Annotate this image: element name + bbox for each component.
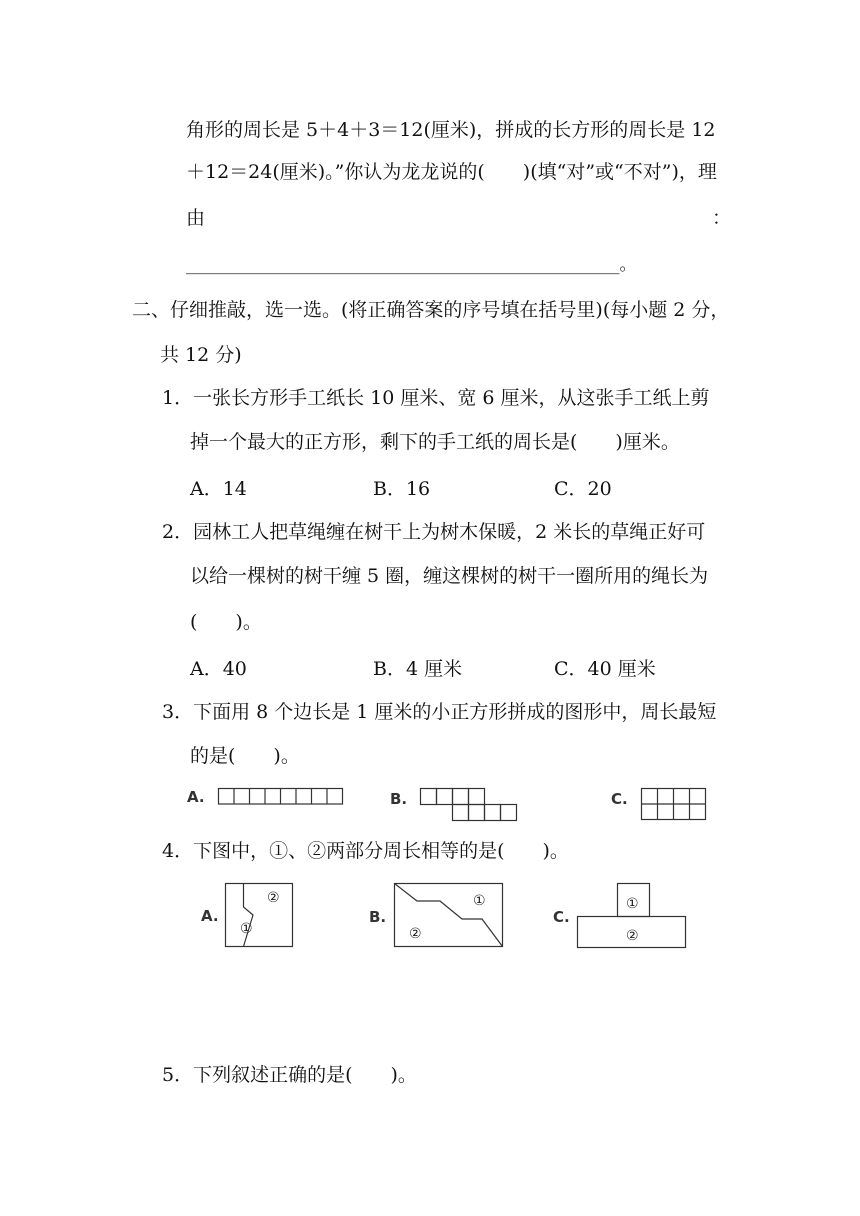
- prev-line-1: 角形的周长是 5＋4＋3＝12(厘米)，拼成的长方形的周长是 12: [186, 119, 716, 141]
- q4-figure-a-label[interactable]: A.: [201, 907, 219, 925]
- q4-figure-a: [225, 883, 300, 949]
- q4-b-region-2: ②: [409, 926, 422, 942]
- q4-figure-b-label[interactable]: B.: [369, 908, 387, 926]
- q3-figure-b: [420, 788, 520, 824]
- q3-figure-c: [641, 788, 711, 824]
- prev-line-3-reason: 由: [186, 207, 206, 229]
- q1-line-2: 掉一个最大的正方形，剩下的手工纸的周长是( )厘米。: [190, 431, 680, 453]
- q4-line-1: 4．下图中，①、②两部分周长相等的是( )。: [162, 840, 569, 862]
- q3-line-1: 3．下面用 8 个边长是 1 厘米的小正方形拼成的图形中，周长最短: [162, 701, 717, 723]
- q4-b-region-1: ①: [473, 893, 486, 909]
- q1-line-1: 1．一张长方形手工纸长 10 厘米、宽 6 厘米，从这张手工纸上剪: [162, 387, 710, 409]
- q2-line-1: 2．园林工人把草绳缠在树干上为树木保暖，2 米长的草绳正好可: [162, 521, 706, 543]
- q4-figure-b: [394, 883, 506, 949]
- q4-a-region-2: ②: [267, 890, 280, 906]
- q3-figure-c-label[interactable]: C.: [611, 790, 628, 808]
- section-title: 二、仔细推敲，选一选。(将正确答案的序号填在括号里)(每小题 2 分，: [132, 299, 730, 321]
- q2-line-2: 以给一棵树的树干缠 5 圈，缠这棵树的树干一圈所用的绳长为: [190, 565, 709, 587]
- q5-line-1: 5．下列叙述正确的是( )。: [162, 1064, 417, 1086]
- q2-options: [190, 656, 750, 682]
- q1-options: [190, 476, 750, 502]
- prev-line-2: ＋12＝24(厘米)。”你认为龙龙说的( )(填“对”或“不对”)，理: [186, 161, 717, 183]
- q2-option-a[interactable]: A．40: [190, 658, 247, 680]
- q4-c-region-2: ②: [626, 928, 639, 944]
- q4-a-region-1: ①: [240, 921, 253, 937]
- q2-option-c[interactable]: C．40 厘米: [554, 658, 656, 680]
- q3-figure-a-label[interactable]: A.: [187, 788, 205, 806]
- prev-line-3-colon: ：: [712, 207, 732, 229]
- prev-answer-blank[interactable]: ___________________________________________________。: [186, 255, 637, 275]
- q4-figure-c: [577, 883, 689, 949]
- q3-figure-a: [218, 788, 348, 808]
- q4-figure-c-label[interactable]: C.: [553, 908, 570, 926]
- q1-option-b[interactable]: B．16: [373, 478, 431, 500]
- q2-option-b[interactable]: B．4 厘米: [373, 658, 463, 680]
- q4-c-region-1: ①: [626, 896, 639, 912]
- q1-option-c[interactable]: C．20: [554, 478, 612, 500]
- q2-line-3: ( )。: [190, 611, 262, 633]
- q3-line-2: 的是( )。: [190, 745, 300, 767]
- section-title-cont: 共 12 分): [160, 344, 242, 366]
- q3-figure-b-label[interactable]: B.: [390, 790, 408, 808]
- q1-option-a[interactable]: A．14: [190, 478, 247, 500]
